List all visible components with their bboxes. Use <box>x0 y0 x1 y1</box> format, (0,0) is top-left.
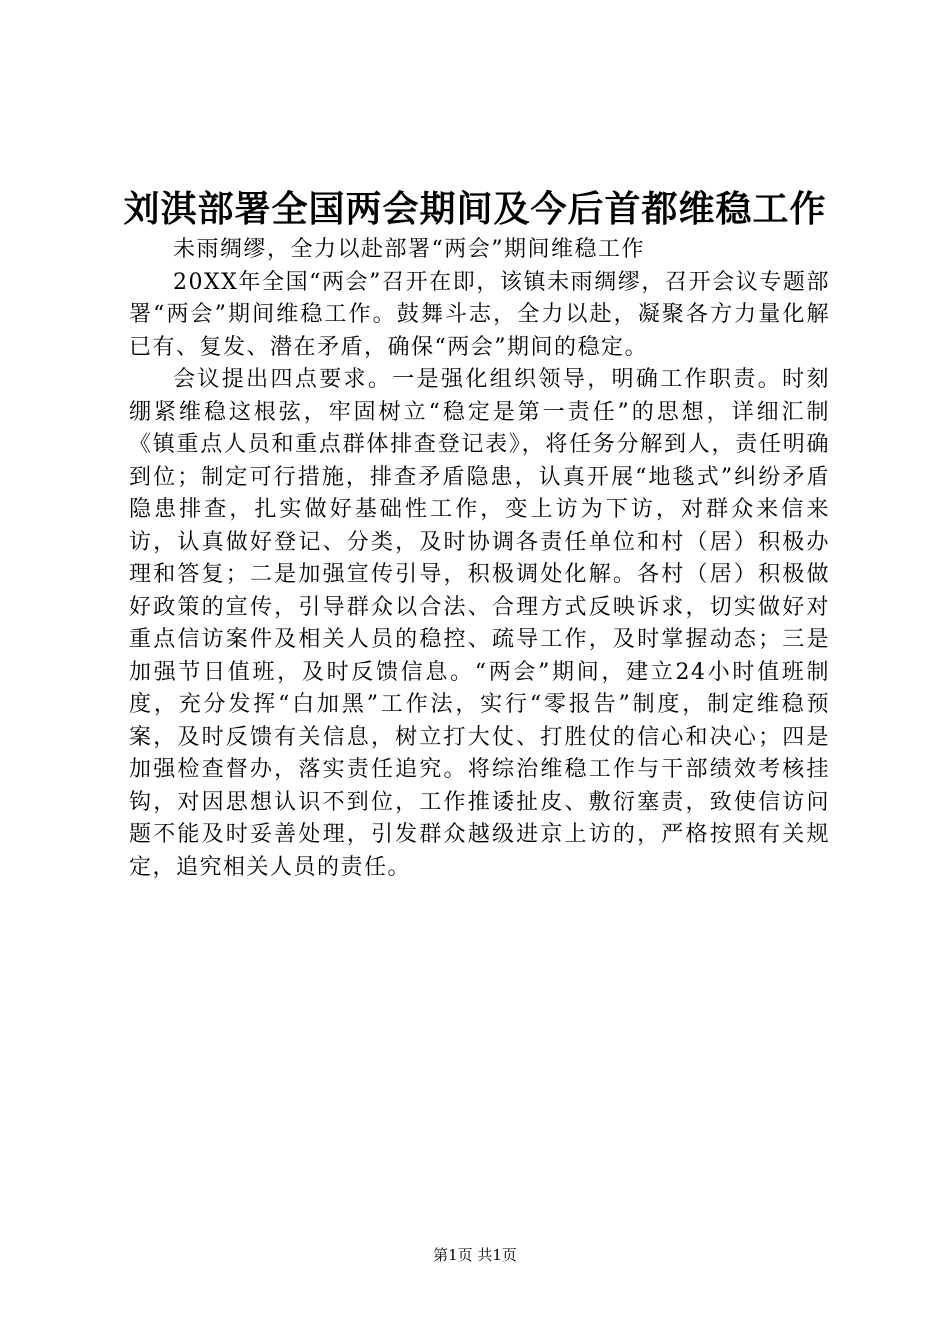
subtitle-paragraph: 未雨绸缪，全力以赴部署“两会”期间维稳工作 <box>173 237 645 262</box>
body-paragraph: 会议提出四点要求。一是强化组织领导，明确工作职责。时刻绷紧维稳这根弦，牢固树立“稳定是第一责任”的思想，详细汇制《镇重点人员和重点群体排查登记表》，将任务分解到人，责任明确到位；制定可行措施，排查矛盾隐患，认真开展“地毯式”纠纷矛盾隐患排查，扎实做好基础性工作，变上访为下访，对群众来信来访，认真做好登记、分类，及时协调各责任单位和村（居）积极办理和答复；二是加强宣传引导，积极调处化解。各村（居）积极做好政策的宣传，引导群众以合法、合理方式反映诉求，切实做好对重点信访案件及相关人员的稳控、疏导工作，及时掌握动态；三是加强节日值班，及时反馈信息。“两会”期间，建立24小时值班制度，充分发挥“白加黑”工作法，实行“零报告”制度，制定维稳预案，及时反馈有关信息，树立打大仗、打胜仗的信心和决心；四是加强检查督办，落实责任追究。将综治维稳工作与干部绩效考核挂钩，对因思想认识不到位，工作推诿扯皮、敷衍塞责，致使信访问题不能及时妥善处理，引发群众越级进京上访的，严格按照有关规定，追究相关人员的责任。 <box>129 367 830 880</box>
page-footer: 第1页 共1页 <box>433 1246 517 1264</box>
document-title: 刘淇部署全国两会期间及今后首都维稳工作 <box>123 188 827 230</box>
document-body <box>129 234 830 884</box>
body-paragraph: 20XX年全国“两会”召开在即，该镇未雨绸缪，召开会议专题部署“两会”期间维稳工作。鼓舞斗志，全力以赴，凝聚各方力量化解已有、复发、潜在矛盾，确保“两会”期间的稳定。 <box>129 269 830 360</box>
